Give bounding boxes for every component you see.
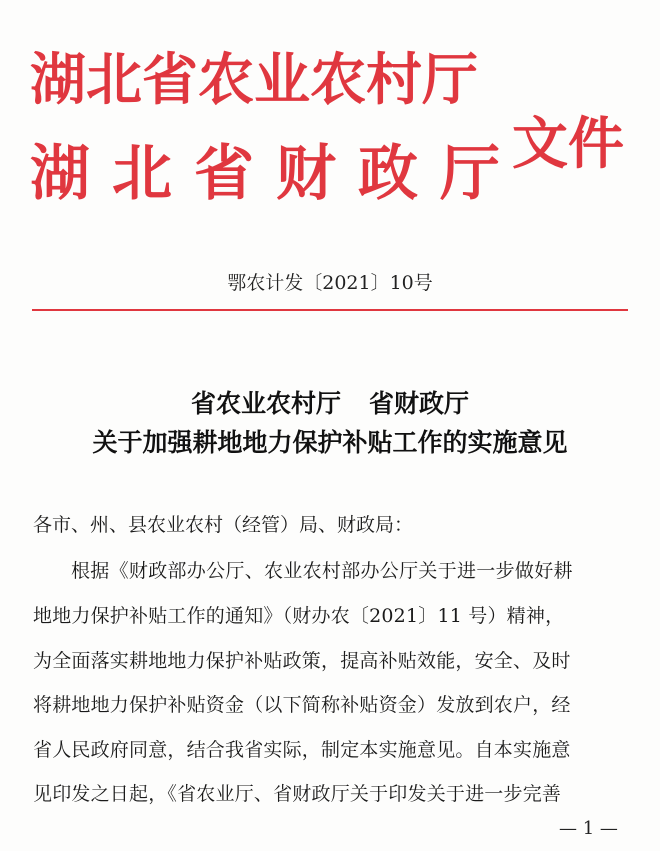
title-issuer-finance: 省财政厅 [369,389,470,418]
addressee: 各市、州、县农业农村（经管）局、财政局： [33,514,414,536]
document-number: 鄂农计发〔2021〕10号 [227,272,433,294]
title-subject: 关于加强耕地地力保护补贴工作的实施意见 [92,428,568,457]
issuer-name-agriculture: 湖北省农业农村厅 [30,48,478,113]
issuer-name-finance: 湖北省财政厅 [30,139,522,209]
body-line: 根据《财政部办公厅、农业农村部办公厅关于进一步做好耕 [71,560,573,582]
page-number: — 1 — [559,818,618,839]
body-line: 省人民政府同意，结合我省实际，制定本实施意见。自本实施意 [33,739,571,761]
title-issuer-agriculture: 省农业农村厅 [190,389,341,418]
title-issuers [0,384,660,420]
red-divider [32,309,628,311]
issuer-suffix: 文件 [512,112,624,177]
body-line: 地地力保护补贴工作的通知》（财办农〔2021〕11 号）精神， [33,605,565,627]
body-line: 见印发之日起，《省农业厅、省财政厅关于印发关于进一步完善 [33,783,562,805]
body-line: 为全面落实耕地地力保护补贴政策，提高补贴效能，安全、及时 [33,650,571,672]
body-line: 将耕地地力保护补贴资金（以下简称补贴资金）发放到农户，经 [33,694,571,716]
